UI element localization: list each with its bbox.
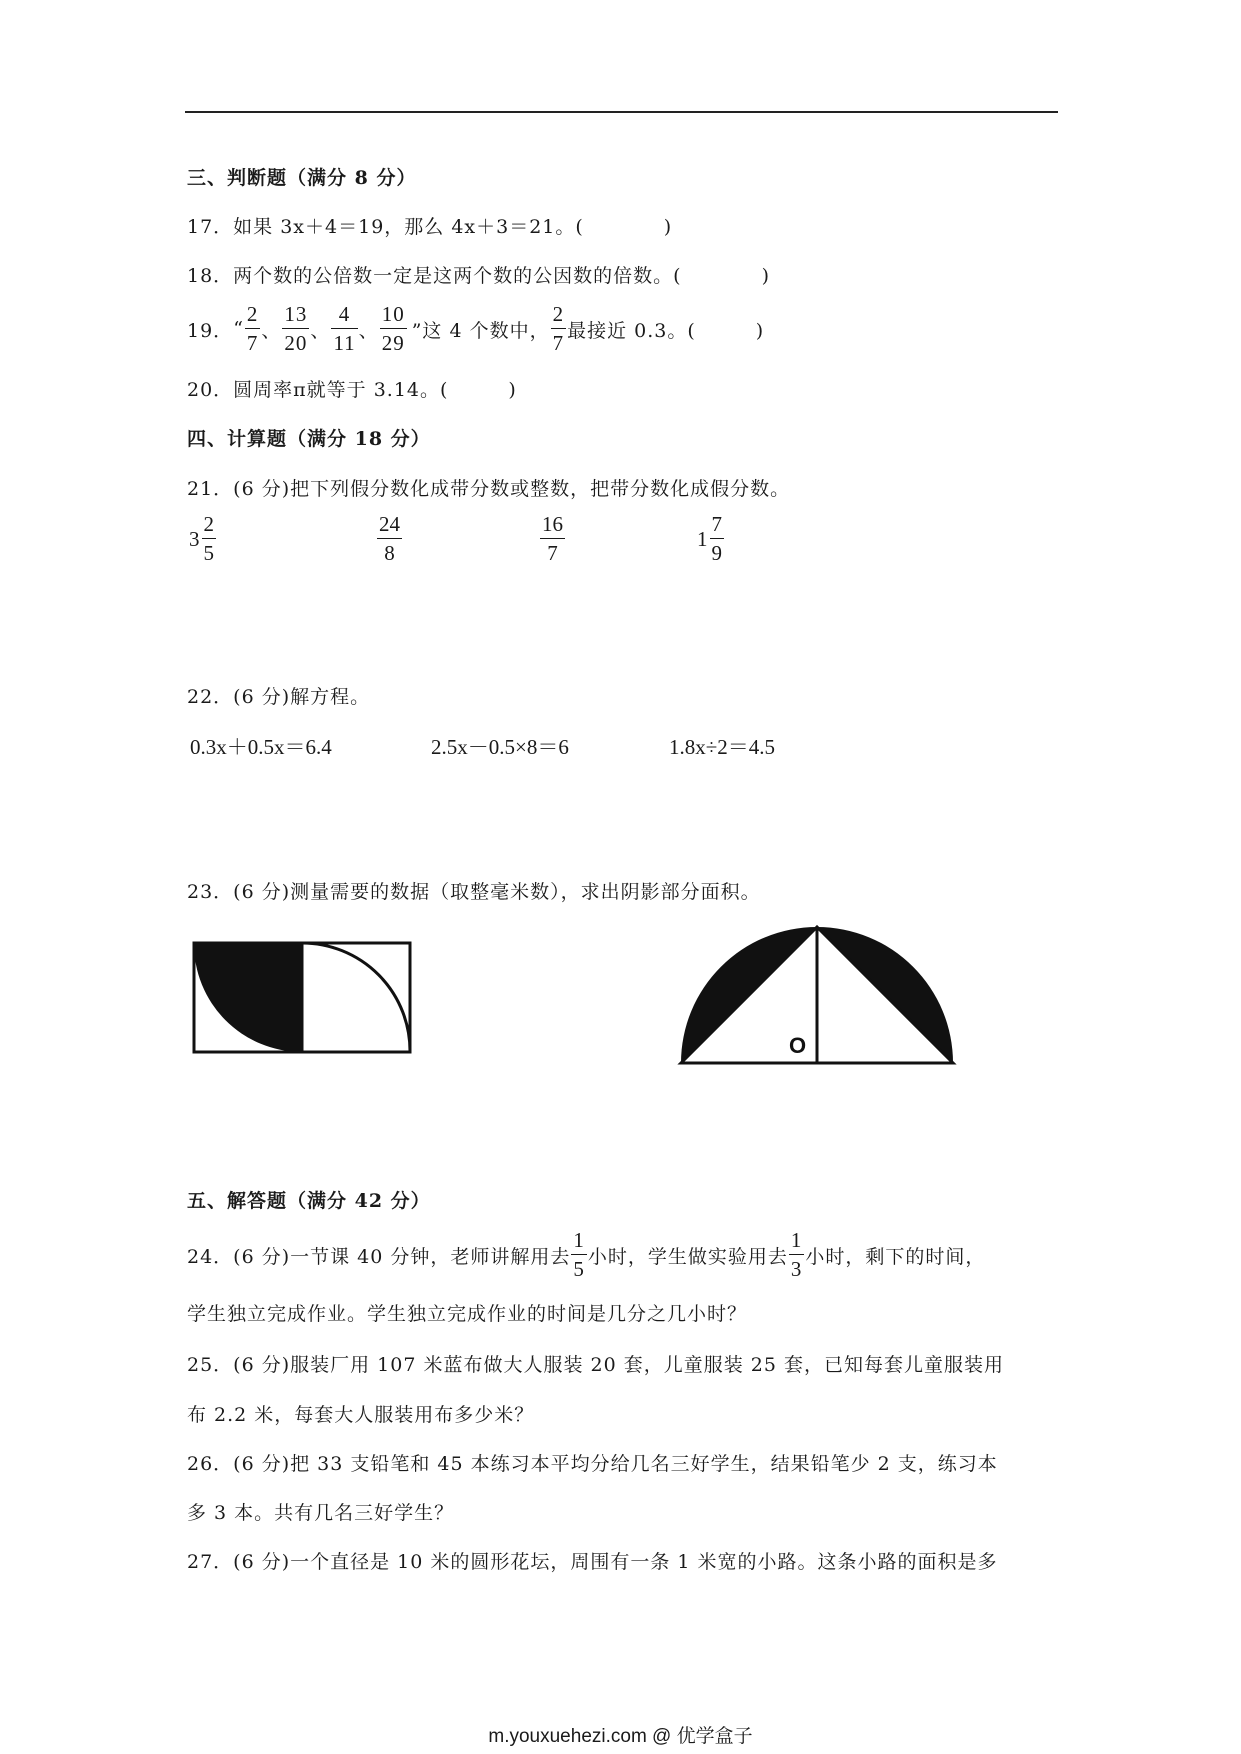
q19-fraction-1: $\frac{2}{7}$ bbox=[246, 302, 259, 355]
question-19 bbox=[187, 302, 764, 356]
question-17: 17．如果 3x＋4＝19，那么 4x＋3＝21。( ) bbox=[187, 216, 673, 238]
question-25-line-2: 布 2.2 米，每套大人服装用布多少米？ bbox=[187, 1404, 535, 1426]
q22-equation-1: 0.3x＋0.5x＝6.4 bbox=[190, 735, 332, 759]
q21-item-4: 1 $\frac{7}{9}$ bbox=[697, 512, 722, 565]
question-27-line-1: 27．(6 分)一个直径是 10 米的圆形花坛，周围有一条 1 米宽的小路。这条小路的面积是多 bbox=[187, 1551, 998, 1573]
q22-equation-2: 2.5x－0.5×8＝6 bbox=[431, 735, 569, 759]
q23-fig2-center-label: O bbox=[789, 1033, 807, 1058]
q23-fig1-arc-right bbox=[302, 943, 410, 1052]
q24-text-a: 24．(6 分)一节课 40 分钟，老师讲解用去 bbox=[187, 1245, 571, 1268]
q19-fraction-2: $\frac{13}{20}$ bbox=[284, 302, 308, 355]
question-26-line-2: 多 3 本。共有几名三好学生？ bbox=[187, 1502, 455, 1524]
question-20: 20．圆周率π就等于 3.14。( ) bbox=[187, 379, 517, 401]
q19-sep: 、 bbox=[358, 319, 379, 342]
section3-title: 三、判断题（满分 8 分） bbox=[187, 167, 417, 189]
question-18: 18．两个数的公倍数一定是这两个数的公因数的倍数。( ) bbox=[187, 265, 771, 287]
q19-fraction-4: $\frac{10}{29}$ bbox=[381, 302, 405, 355]
q21-item-4-fraction: $\frac{7}{9}$ bbox=[711, 512, 722, 565]
q24-fraction-1: $\frac{1}{5}$ bbox=[573, 1228, 585, 1281]
q23-fig1-shade-left bbox=[194, 943, 302, 1052]
question-26-line-1: 26．(6 分)把 33 支铅笔和 45 本练习本平均分给几名三好学生，结果铅笔少 2 支，练习本 bbox=[187, 1453, 998, 1475]
q19-open-quote: “ bbox=[233, 318, 244, 340]
question-23: 23．(6 分)测量需要的数据（取整毫米数），求出阴影部分面积。 bbox=[187, 881, 761, 903]
question-25-line-1: 25．(6 分)服装厂用 107 米蓝布做大人服装 20 套，儿童服装 25 套，已知每套儿童服装用 bbox=[187, 1354, 1004, 1376]
q19-number: 19． bbox=[187, 319, 234, 342]
header-rule bbox=[185, 111, 1058, 113]
q21-item-2-fraction: $\frac{24}{8}$ bbox=[379, 512, 400, 565]
q21-item-1-fraction: $\frac{2}{5}$ bbox=[203, 512, 214, 565]
question-24-line-1 bbox=[187, 1228, 985, 1282]
q21-item-3 bbox=[539, 514, 566, 564]
section5-title: 五、解答题（满分 42 分） bbox=[187, 1190, 431, 1212]
question-24-line-2: 学生独立完成作业。学生独立完成作业的时间是几分之几小时？ bbox=[187, 1303, 748, 1325]
q19-sep: 、 bbox=[310, 319, 331, 342]
q19-fraction-3: $\frac{4}{11}$ bbox=[333, 302, 356, 355]
q23-figure-rectangle bbox=[190, 935, 415, 1070]
q19-answer-fraction: $\frac{2}{7}$ bbox=[552, 302, 565, 355]
q21-item-2 bbox=[376, 514, 403, 564]
question-22: 22．(6 分)解方程。 bbox=[187, 686, 371, 708]
q21-item-3-fraction: $\frac{16}{7}$ bbox=[542, 512, 563, 565]
q19-close: ”这 4 个数中， bbox=[411, 319, 550, 342]
q19-tail: 最接近 0.3。( ) bbox=[567, 319, 765, 342]
q23-figure-semicircle bbox=[675, 915, 960, 1072]
q24-text-c: 小时，剩下的时间， bbox=[805, 1245, 986, 1268]
q21-item-1: 3 $\frac{2}{5}$ bbox=[189, 512, 214, 565]
section4-title: 四、计算题（满分 18 分） bbox=[187, 428, 431, 450]
q19-sep: 、 bbox=[261, 319, 282, 342]
q22-equation-3: 1.8x÷2＝4.5 bbox=[669, 735, 776, 759]
question-21: 21．(6 分)把下列假分数化成带分数或整数，把带分数化成假分数。 bbox=[187, 478, 791, 500]
footer-watermark: m.youxuehezi.com @ 优学盒子 bbox=[488, 1726, 753, 1747]
q24-fraction-2: $\frac{1}{3}$ bbox=[790, 1228, 803, 1281]
q24-text-b: 小时，学生做实验用去 bbox=[587, 1245, 788, 1268]
